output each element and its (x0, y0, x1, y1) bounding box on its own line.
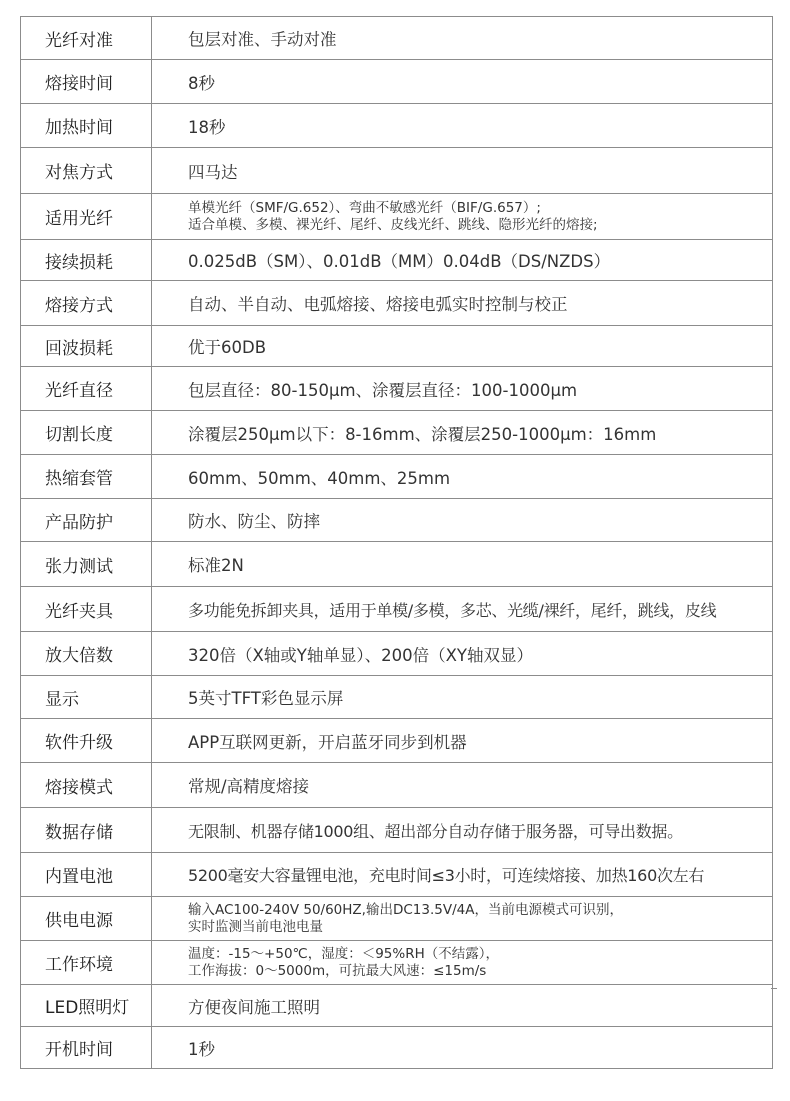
spec-value: APP互联网更新，开启蓝牙同步到机器 (188, 732, 467, 752)
spec-row-focus (21, 148, 772, 194)
spec-row-splice-time (21, 60, 772, 104)
spec-value (152, 194, 772, 239)
spec-value: 18秒 (188, 117, 226, 137)
spec-value: 常规/高精度熔接 (188, 777, 310, 796)
spec-value-line: 工作海拔：0～5000m，可抗最大风速：≤15m/s (188, 962, 487, 979)
spec-label: 开机时间 (21, 1027, 152, 1068)
spec-label: 供电电源 (21, 897, 152, 940)
spec-value: 优于60DB (188, 338, 267, 357)
spec-label: 热缩套管 (21, 455, 152, 498)
spec-label: 对焦方式 (21, 148, 152, 193)
spec-value: 5200毫安大容量锂电池，充电时间≤3小时，可连续熔接、加热160次左右 (188, 866, 705, 885)
spec-row-data-storage (21, 808, 772, 853)
spec-value: 包层对准、手动对准 (188, 30, 337, 49)
spec-value: 包层直径：80-150μm、涂覆层直径：100-1000μm (188, 380, 578, 400)
spec-row-return-loss (21, 326, 772, 367)
spec-value: 无限制、机器存储1000组、超出部分自动存储于服务器，可导出数据。 (188, 821, 683, 841)
spec-label: 熔接时间 (21, 60, 152, 103)
spec-value-line: 单模光纤（SMF/G.652）、弯曲不敏感光纤（BIF/G.657）; (188, 199, 541, 216)
spec-value: 涂覆层250μm以下：8-16mm、涂覆层250-1000μm：16mm (188, 424, 657, 444)
spec-value: 320倍（X轴或Y轴单显）、200倍（XY轴双显） (188, 645, 534, 665)
spec-label: 接续损耗 (21, 240, 152, 280)
spec-row-splice-program (21, 763, 772, 808)
spec-label: 熔接方式 (21, 281, 152, 325)
spec-label: 放大倍数 (21, 632, 152, 675)
spec-row-boot-time (21, 1027, 772, 1069)
spec-value-line: 适合单模、多模、裸光纤、尾纤、皮线光纤、跳线、隐形光纤的熔接; (188, 216, 598, 233)
spec-value: 60mm、50mm、40mm、25mm (188, 468, 451, 488)
spec-label: LED照明灯 (21, 985, 152, 1026)
spec-row-protection (21, 499, 772, 542)
spec-label: 加热时间 (21, 104, 152, 147)
spec-label: 切割长度 (21, 411, 152, 454)
spec-row-heat-time (21, 104, 772, 148)
spec-label: 数据存储 (21, 808, 152, 852)
spec-value: 0.025dB（SM）、0.01dB（MM）0.04dB（DS/NZDS） (188, 252, 611, 271)
spec-value-line: 实时监测当前电池电量 (188, 918, 323, 935)
spec-value: 方便夜间施工照明 (188, 997, 320, 1017)
spec-value: 1秒 (188, 1039, 215, 1059)
spec-row-power-supply (21, 897, 772, 941)
spec-label: 工作环境 (21, 941, 152, 984)
spec-row-fiber-types (21, 194, 772, 240)
spec-label: 显示 (21, 676, 152, 718)
spec-row-magnification (21, 632, 772, 676)
spec-label: 光纤直径 (21, 367, 152, 410)
spec-label: 产品防护 (21, 499, 152, 541)
spec-label: 内置电池 (21, 853, 152, 896)
spec-row-software-upgrade (21, 719, 772, 763)
spec-value (152, 941, 772, 984)
spec-row-display (21, 676, 772, 719)
spec-value: 标准2N (188, 556, 244, 575)
spec-value: 多功能免拆卸夹具，适用于单模/多模，多芯、光缆/裸纤，尾纤，跳线，皮线 (188, 600, 717, 620)
spec-row-heat-shrink (21, 455, 772, 499)
spec-value: 5英寸TFT彩色显示屏 (188, 689, 344, 708)
spec-label: 光纤对准 (21, 17, 152, 59)
spec-row-splice-loss (21, 240, 772, 281)
spec-row-splice-mode (21, 281, 772, 326)
spec-label: 回波损耗 (21, 326, 152, 366)
spec-row-fiber-diameter (21, 367, 772, 411)
spec-value: 自动、半自动、电弧熔接、熔接电弧实时控制与校正 (188, 295, 568, 314)
spec-value: 四马达 (188, 162, 238, 182)
spec-value: 防水、防尘、防摔 (188, 512, 320, 531)
spec-row-led-light (21, 985, 772, 1027)
spec-row-environment (21, 941, 772, 985)
spec-value-line: 温度：-15～+50℃，湿度：＜95%RH（不结露）， (188, 945, 499, 962)
spec-row-fiber-holder (21, 587, 772, 632)
spec-label: 熔接模式 (21, 763, 152, 807)
spec-row-tension-test (21, 542, 772, 587)
table-divider-stub (771, 988, 777, 989)
spec-row-cleave-length (21, 411, 772, 455)
spec-row-alignment (21, 17, 772, 60)
spec-label: 张力测试 (21, 542, 152, 586)
spec-value-line: 输入AC100-240V 50/60HZ,输出DC13.5V/4A，当前电源模式可识别， (188, 901, 623, 918)
spec-value: 8秒 (188, 73, 215, 93)
spec-table (20, 16, 773, 1069)
spec-label: 光纤夹具 (21, 587, 152, 631)
spec-label: 软件升级 (21, 719, 152, 762)
spec-row-battery (21, 853, 772, 897)
spec-value (152, 897, 772, 940)
spec-label: 适用光纤 (21, 194, 152, 239)
